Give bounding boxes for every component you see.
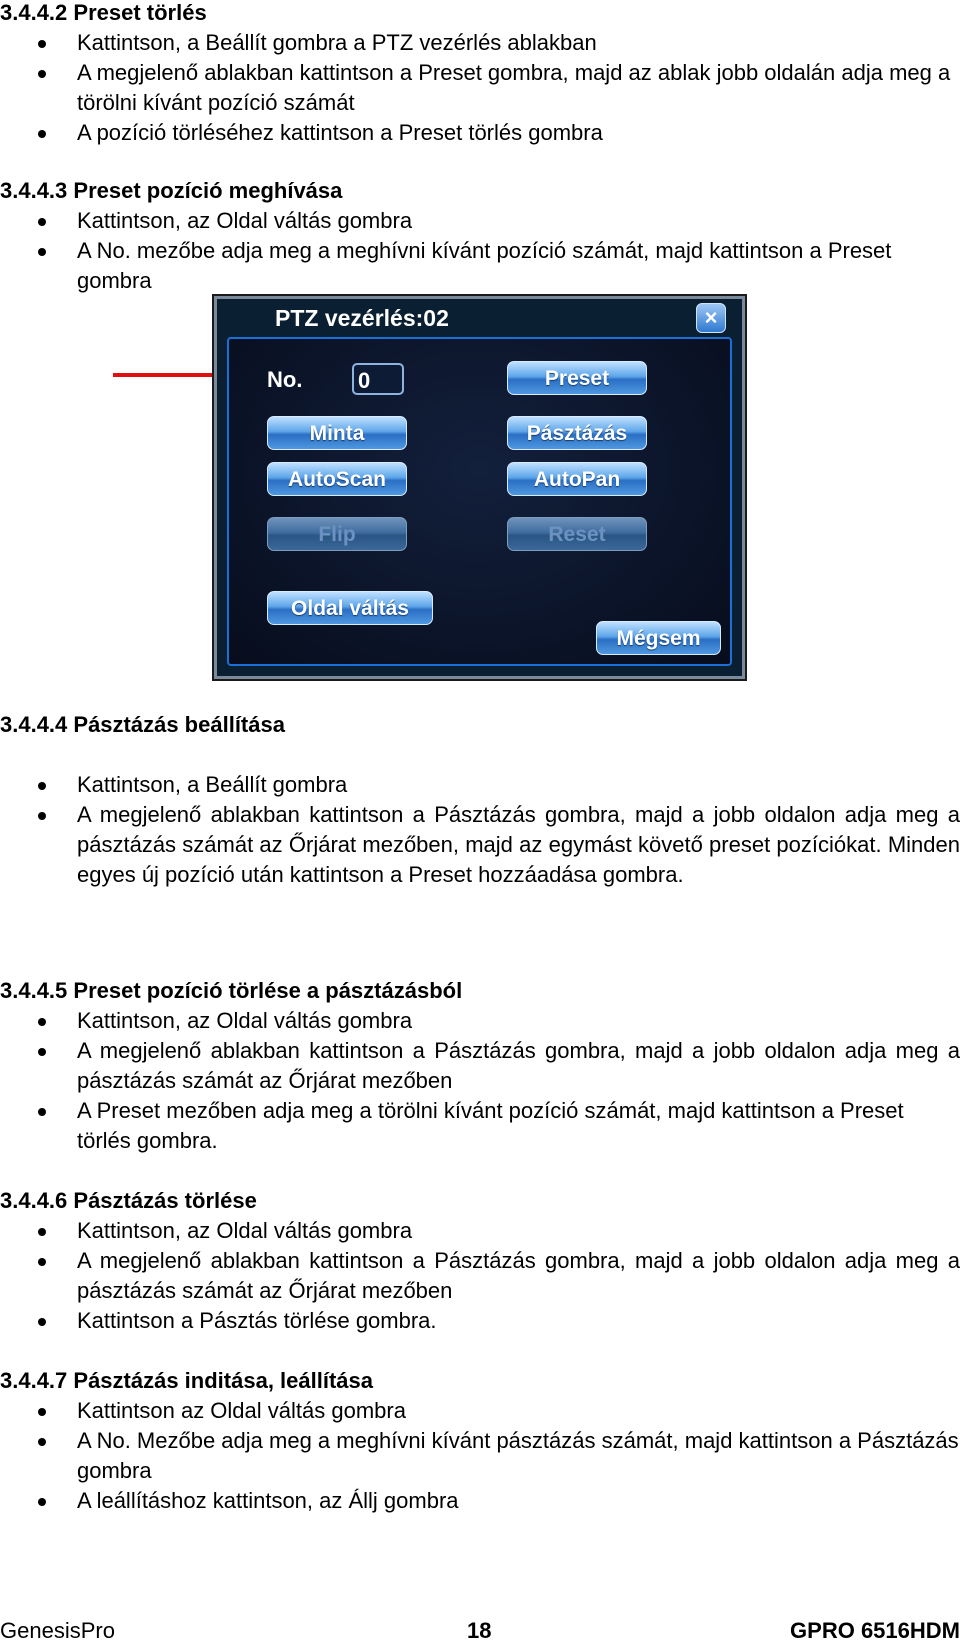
ptz-dialog bbox=[214, 296, 745, 679]
list-item: Kattintson, az Oldal váltás gombra bbox=[0, 1216, 960, 1246]
reset-button: Reset bbox=[507, 517, 647, 551]
bullet-icon bbox=[38, 1318, 46, 1326]
flip-button: Flip bbox=[267, 517, 407, 551]
list-item: A megjelenő ablakban kattintson a Pásztázás gombra, majd a jobb oldalon adja meg a pásztázás számát az Őrjárat mezőben bbox=[0, 1246, 960, 1306]
list-item: Kattintson, az Oldal váltás gombra bbox=[0, 1006, 960, 1036]
bullet-icon bbox=[38, 1498, 46, 1506]
bullet-list bbox=[0, 206, 960, 296]
bullet-icon bbox=[38, 1018, 46, 1026]
pasztazas-button[interactable]: Pásztázás bbox=[507, 416, 647, 450]
list-item: A No. Mezőbe adja meg a meghívni kívánt pásztázás számát, majd kattintson a Pásztázás gombra bbox=[0, 1426, 960, 1486]
section-heading: 3.4.4.5 Preset pozíció törlése a pásztázásból bbox=[0, 978, 463, 1003]
megsem-button[interactable]: Mégsem bbox=[596, 621, 721, 655]
bullet-list bbox=[0, 1006, 960, 1156]
section-heading: 3.4.4.7 Pásztázás inditása, leállítása bbox=[0, 1368, 373, 1393]
bullet-icon bbox=[38, 248, 46, 256]
list-item: A megjelenő ablakban kattintson a Pásztázás gombra, majd a jobb oldalon adja meg a pásztázás számát az Őrjárat mezőben bbox=[0, 1036, 960, 1096]
bullet-icon bbox=[38, 1438, 46, 1446]
list-item: A megjelenő ablakban kattintson a Pásztázás gombra, majd a jobb oldalon adja meg a pásztázás számát az Őrjárat mezőben, majd az egymást követő preset pozíciókat. Minden egyes új pozíció után kattintson a Preset hozzáadása gombra. bbox=[0, 800, 960, 890]
oldal-valtas-button[interactable]: Oldal váltás bbox=[267, 591, 433, 625]
bullet-list bbox=[0, 28, 960, 148]
list-item: Kattintson, az Oldal váltás gombra bbox=[0, 206, 960, 236]
bullet-icon bbox=[38, 812, 46, 820]
bullet-icon bbox=[38, 1108, 46, 1116]
no-label: No. bbox=[267, 367, 303, 392]
list-item: Kattintson az Oldal váltás gombra bbox=[0, 1396, 960, 1426]
list-item: A Preset mezőben adja meg a törölni kívánt pozíció számát, majd kattintson a Preset törlés gombra. bbox=[0, 1096, 960, 1156]
bullet-icon bbox=[38, 1408, 46, 1416]
bullet-icon bbox=[38, 40, 46, 48]
list-item: Kattintson a Pásztás törlése gombra. bbox=[0, 1306, 960, 1336]
section-pasztazas-inditasa bbox=[0, 1366, 960, 1516]
list-item: A pozíció törléséhez kattintson a Preset törlés gombra bbox=[0, 118, 960, 148]
section-pasztazas-beallitasa bbox=[0, 710, 960, 890]
section-heading: 3.4.4.3 Preset pozíció meghívása bbox=[0, 178, 343, 203]
bullet-icon bbox=[38, 1258, 46, 1266]
minta-button[interactable]: Minta bbox=[267, 416, 407, 450]
no-input[interactable]: 0 bbox=[352, 363, 404, 395]
section-preset-torles bbox=[0, 0, 960, 148]
section-preset-meghivasa bbox=[0, 176, 960, 296]
section-pasztazas-torlese bbox=[0, 1186, 960, 1336]
red-arrow-line bbox=[113, 373, 223, 377]
list-item: Kattintson, a Beállít gombra a PTZ vezérlés ablakban bbox=[0, 28, 960, 58]
footer-model: GPRO 6516HDM bbox=[790, 1618, 960, 1643]
preset-button[interactable]: Preset bbox=[507, 361, 647, 395]
page-footer bbox=[0, 1618, 960, 1643]
bullet-icon bbox=[38, 70, 46, 78]
close-icon[interactable]: × bbox=[696, 303, 726, 333]
bullet-icon bbox=[38, 1228, 46, 1236]
bullet-icon bbox=[38, 1048, 46, 1056]
section-heading: 3.4.4.4 Pásztázás beállítása bbox=[0, 712, 285, 737]
list-item: A megjelenő ablakban kattintson a Preset gombra, majd az ablak jobb oldalán adja meg a törölni kívánt pozíció számát bbox=[0, 58, 960, 118]
section-heading: 3.4.4.6 Pásztázás törlése bbox=[0, 1188, 257, 1213]
autoscan-button[interactable]: AutoScan bbox=[267, 462, 407, 496]
list-item: A leállításhoz kattintson, az Állj gombra bbox=[0, 1486, 960, 1516]
list-item: A No. mezőbe adja meg a meghívni kívánt pozíció számát, majd kattintson a Preset gombra bbox=[0, 236, 960, 296]
bullet-icon bbox=[38, 782, 46, 790]
section-preset-torlese-pasztazasbol bbox=[0, 976, 960, 1156]
bullet-list bbox=[0, 1396, 960, 1516]
dialog-title: PTZ vezérlés:02 bbox=[275, 305, 449, 331]
bullet-icon bbox=[38, 130, 46, 138]
bullet-list bbox=[0, 1216, 960, 1336]
list-item: Kattintson, a Beállít gombra bbox=[0, 770, 960, 800]
autopan-button[interactable]: AutoPan bbox=[507, 462, 647, 496]
section-heading: 3.4.4.2 Preset törlés bbox=[0, 0, 207, 25]
bullet-list bbox=[0, 770, 960, 890]
footer-brand: GenesisPro bbox=[0, 1618, 115, 1643]
page-number: 18 bbox=[467, 1618, 492, 1643]
bullet-icon bbox=[38, 218, 46, 226]
